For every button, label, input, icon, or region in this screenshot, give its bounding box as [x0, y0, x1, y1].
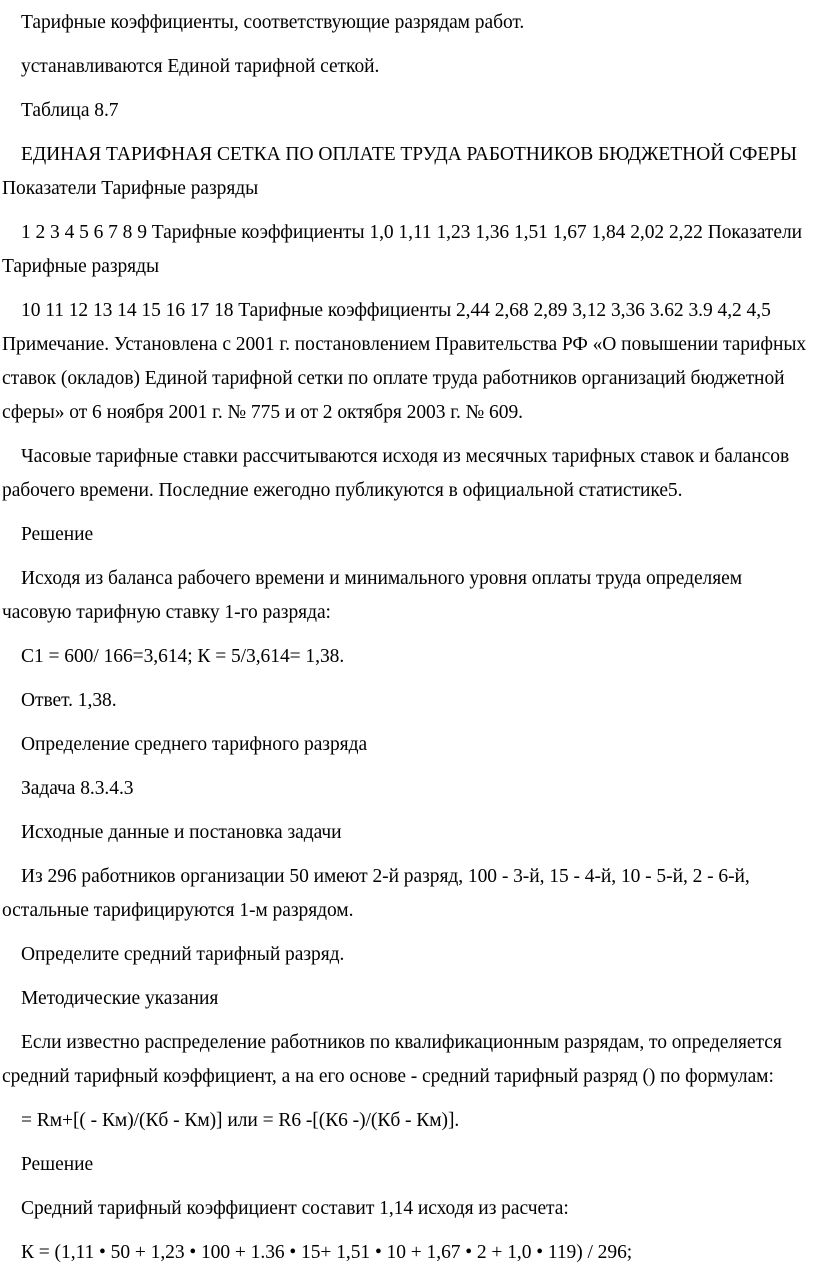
paragraph-task-question: Определите средний тарифный разряд.: [21, 944, 345, 965]
table-row-grades-1-9: 1 2 3 4 5 6 7 8 9 Тарифные коэффициенты 1,0 1,11 1,23 1,36 1,51 1,67 1,84 2,02 2,22 Показатели Тарифные разряды: [2, 222, 803, 277]
paragraph-unified-grid: устанавливаются Единой тарифной сеткой.: [21, 56, 380, 77]
table-title: ЕДИНАЯ ТАРИФНАЯ СЕТКА ПО ОПЛАТЕ ТРУДА РАБОТНИКОВ БЮДЖЕТНОЙ СФЕРЫ Показатели Тарифные разряды: [2, 144, 798, 199]
heading-solution-1: Решение: [21, 524, 94, 545]
paragraph-solution-text: Исходя из баланса рабочего времени и минимального уровня оплаты труда определяем часовую тарифную ставку 1-го разряда:: [2, 568, 743, 623]
paragraph-average-coefficient: Средний тарифный коэффициент составит 1,14 исходя из расчета:: [21, 1198, 569, 1219]
paragraph-method-text: Если известно распределение работников по квалификационным разрядам, то определяется средний тарифный коэффициент, а на его основе - средний тарифный разряд () по формулам:: [2, 1032, 782, 1087]
answer: Ответ. 1,38.: [21, 690, 117, 711]
formula-c1: С1 = 600/ 166=3,614; К = 5/3,614= 1,38.: [21, 646, 345, 667]
paragraph-task-conditions: Из 296 работников организации 50 имеют 2-й разряд, 100 - 3-й, 15 - 4-й, 10 - 5-й, 2 - 6-й, остальные тарифицируются 1-м разрядом.: [2, 866, 750, 921]
paragraph-tariff-coefficients: Тарифные коэффициенты, соответствующие разрядам работ.: [21, 12, 525, 33]
formula-average-coefficient: К = (1,11 • 50 + 1,23 • 100 + 1.36 • 15+ 1,51 • 10 + 1,67 • 2 + 1,0 • 119) / 296;: [21, 1242, 633, 1263]
task-number: Задача 8.3.4.3: [21, 778, 134, 799]
table-row-grades-10-18-note: 10 11 12 13 14 15 16 17 18 Тарифные коэффициенты 2,44 2,68 2,89 3,12 3,36 3.62 3.9 4,2 4,5 Примечание. Установлена с 2001 г. постановлением Правительства РФ «О повышении тарифных ставок (окладов) Единой тарифной сетки по оплате труда работников организаций бюджетной сферы» от 6 ноября 2001 г. № 775 и от 2 октября 2003 г. № 609.: [2, 300, 807, 423]
paragraph-hourly-rates: Часовые тарифные ставки рассчитываются исходя из месячных тарифных ставок и балансов рабочего времени. Последние ежегодно публикуются в официальной статистике5.: [2, 446, 790, 501]
formula-average-grade: = Rм+[( - Км)/(Кб - Км)] или = R6 -[(К6 -)/(Кб - Км)].: [21, 1110, 460, 1131]
section-heading-average-grade: Определение среднего тарифного разряда: [21, 734, 368, 755]
heading-initial-data: Исходные данные и постановка задачи: [21, 822, 342, 843]
table-caption: Таблица 8.7: [21, 100, 119, 121]
heading-method-guidelines: Методические указания: [21, 988, 219, 1009]
heading-solution-2: Решение: [21, 1154, 94, 1175]
